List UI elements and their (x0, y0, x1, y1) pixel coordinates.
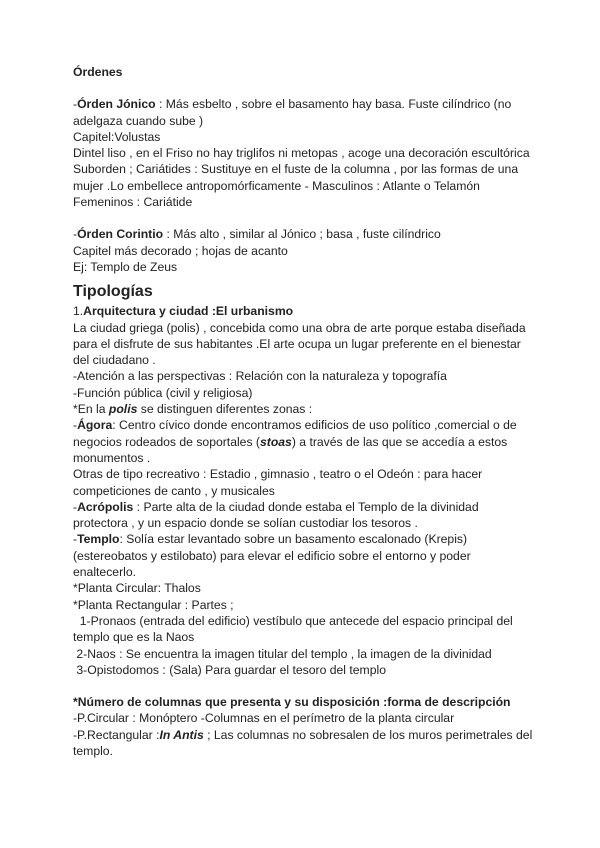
orden-corintio-title: Órden Corintio (77, 227, 164, 242)
corintio-ejemplo: Ej: Templo de Zeus (73, 259, 178, 274)
orden-corintio-paragraph: -Órden Corintio : Más alto , similar al Jónico ; basa , fuste cilíndrico (73, 227, 441, 242)
urbanismo-atencion: -Atención a las perspectivas : Relación con la naturaleza y topografía (73, 369, 447, 384)
columnas-circular: -P.Circular : Monóptero -Columnas en el perímetro de la planta circular (73, 711, 455, 726)
document-body (73, 64, 535, 759)
templo-paragraph: -Templo: Solía estar levantado sobre un basamento escalonado (Krepis) (estereobatos y estilobato) para elevar el edificio sobre el entorno y poder enaltecerlo. (73, 532, 471, 580)
polis-zonas: *En la polis se distinguen diferentes zonas : (73, 402, 313, 417)
columnas-rectangular: -P.Rectangular :In Antis ; Las columnas no sobresalen de los muros perimetrales del templo. (73, 727, 533, 758)
orden-jonico-title: Órden Jónico (77, 97, 156, 112)
jonico-dintel: Dintel liso , en el Friso no hay triglifos ni metopas , acoge una decoración escultórica Suborden ; Cariátides : Sustituye en el fuste de la columna , por las formas de una mujer .Lo embellece antropomórficamente - Masculinos : Atlante o Telamón (73, 146, 530, 193)
urbanismo-intro: La ciudad griega (polis) , concebida como una obra de arte porque estaba diseñada para el disfrute de sus habitantes .El arte ocupa un lugar preferente en el bienestar del ciudadano . (73, 320, 526, 368)
agora-paragraph: -Ágora: Centro cívico donde encontramos edificios de uso político ,comercial o de negocios rodeados de soportales (stoas) a través de las que se accedía a estos monumentos . (73, 418, 517, 465)
orden-jonico-paragraph: -Órden Jónico : Más esbelto , sobre el basamento hay basa. Fuste cilíndrico (no adelgaza cuando sube ) (73, 97, 512, 128)
jonico-capitel: Capitel:Volustas (73, 129, 161, 144)
corintio-capitel: Capitel más decorado ; hojas de acanto (73, 243, 288, 258)
urbanismo-heading: 1.Arquitectura y ciudad :El urbanismo (73, 304, 294, 319)
section-heading-tipologias: Tipologías (73, 283, 153, 301)
columnas-heading: *Número de columnas que presenta y su disposición :forma de descripción (73, 695, 511, 710)
opistodomos-item: 3-Opistodomos : (Sala) Para guardar el tesoro del templo (73, 662, 386, 677)
naos-item: 2-Naos : Se encuentra la imagen titular del templo , la imagen de la divinidad (73, 646, 492, 661)
acropolis-paragraph: -Acrópolis : Parte alta de la ciudad donde estaba el Templo de la divinidad protectora , y un espacio donde se solían custodiar los tesoros . (73, 499, 479, 531)
jonico-femeninos: Femeninos : Cariátide (73, 195, 193, 210)
pronaos-item: 1-Pronaos (entrada del edificio) vestíbulo que antecede del espacio principal del templo que es la Naos (73, 613, 517, 645)
otras-recreativo: Otras de tipo recreativo : Estadio , gimnasio , teatro o el Odeón : para hacer competiciones de canto , y musicales (73, 467, 483, 498)
section-heading-ordenes: Órdenes (73, 65, 123, 79)
planta-rectangular: *Planta Rectangular : Partes ; (73, 597, 234, 612)
planta-circular: *Planta Circular: Thalos (73, 581, 201, 596)
urbanismo-funcion: -Función pública (civil y religiosa) (73, 385, 253, 400)
